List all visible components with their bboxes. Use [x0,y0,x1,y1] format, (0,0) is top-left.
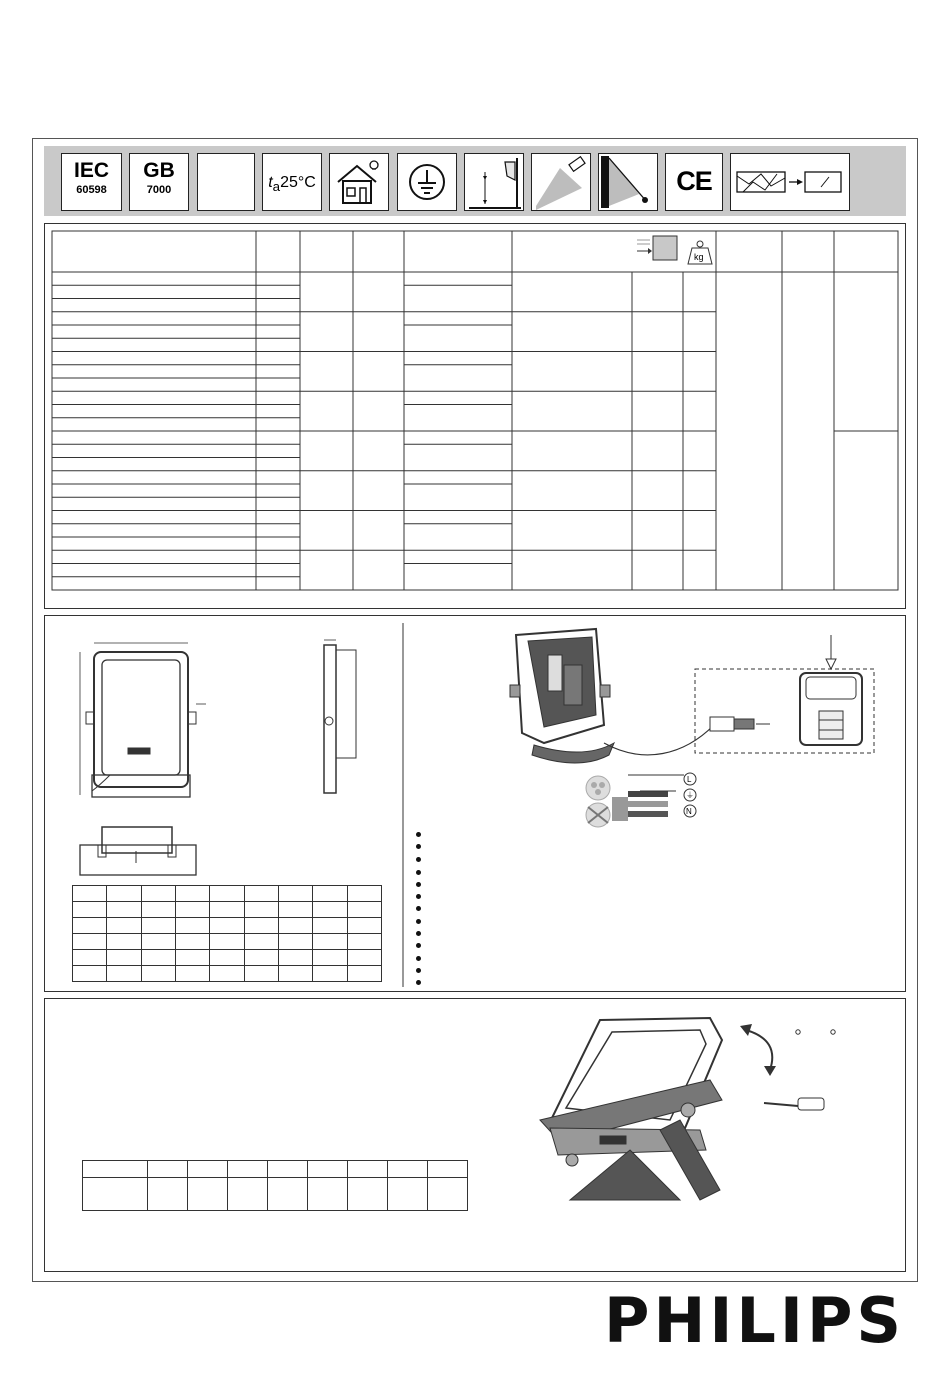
bullet-dot [416,943,421,948]
table-cell [141,886,175,902]
iec-number: 60598 [76,184,107,196]
table-cell [73,934,107,950]
table-cell [308,1178,348,1211]
table-cell [313,934,347,950]
cable-connector-drawing [710,717,770,731]
table-cell [347,902,381,918]
table-cell [348,1178,388,1211]
table-cell [428,1178,468,1211]
table-cell [278,966,312,982]
table-row [73,950,382,966]
table-cell [107,950,141,966]
bullet-dot [416,980,421,985]
table-cell [175,950,209,966]
gb-label: GB [143,159,175,182]
dimension-grid-table [72,885,382,982]
table-cell [347,886,381,902]
svg-text:kg: kg [694,252,704,262]
table-cell [107,934,141,950]
table-cell [278,918,312,934]
table-cell [73,902,107,918]
table-cell [347,966,381,982]
table-cell [107,966,141,982]
table-cell [347,950,381,966]
table-cell [313,902,347,918]
ce-text: CE [676,166,712,196]
bullet-dot [416,870,421,875]
ta-subscript: a [272,179,281,195]
table-cell [141,950,175,966]
table-cell [175,886,209,902]
terminal-l-label: L [687,775,692,784]
table-cell [244,934,278,950]
table-cell [388,1178,428,1211]
bullet-dot [416,832,421,837]
bullet-dot [416,882,421,887]
table-cell [107,918,141,934]
flux-box-icon [653,236,677,260]
table-row [73,902,382,918]
table-cell [244,886,278,902]
bullet-dot [416,968,421,973]
table-cell [268,1161,308,1178]
table-cell [141,918,175,934]
table-cell [313,886,347,902]
table-cell [313,950,347,966]
table-cell [141,934,175,950]
table-row [73,966,382,982]
ta-value: 25°C [280,174,316,191]
table-cell [141,902,175,918]
table-cell [244,918,278,934]
table-cell [388,1161,428,1178]
table-cell [175,966,209,982]
table-row [83,1161,468,1178]
table-cell [244,950,278,966]
bullet-dot [416,919,421,924]
wire-strip-drawing [586,773,696,827]
table-cell [210,934,244,950]
table-cell [141,966,175,982]
table-cell [210,950,244,966]
table-cell [107,902,141,918]
table-cell [210,886,244,902]
table-cell [210,902,244,918]
table-cell [148,1178,188,1211]
bullet-dot [416,956,421,961]
instruction-bullets [416,832,421,993]
weight-icon [688,241,712,264]
table-cell [347,918,381,934]
gb-number: 7000 [146,184,172,196]
ta-prefix: t [268,174,273,191]
table-cell [175,902,209,918]
table-cell [268,1178,308,1211]
table-row [73,886,382,902]
table-cell [175,934,209,950]
table-cell [348,1161,388,1178]
table-cell [278,934,312,950]
table-cell [278,902,312,918]
top-view-drawing [80,827,196,875]
tilt-adjust-drawing [530,1010,870,1210]
table-cell [210,966,244,982]
lumen-arrow-icon [637,240,652,254]
table-cell [83,1178,148,1211]
table-cell [188,1178,228,1211]
table-cell [73,966,107,982]
table-cell [278,886,312,902]
front-view-drawing [80,643,206,797]
terminal-earth-label: ⏚ [686,791,694,800]
bullet-dot [416,857,421,862]
table-cell [313,918,347,934]
side-view-drawing [324,640,356,793]
rotate-arrow-icon [746,1030,772,1070]
table-row [73,918,382,934]
table-row [73,934,382,950]
table-cell [428,1161,468,1178]
table-cell [308,1161,348,1178]
philips-logo: PHILIPS [604,1284,906,1357]
torque-grid-table [82,1160,468,1211]
table-cell [73,950,107,966]
table-cell [228,1161,268,1178]
table-cell [83,1161,148,1178]
product-perspective-drawing [510,629,714,763]
bullet-dot [416,894,421,899]
iec-label: IEC [73,159,109,182]
terminal-n-label: N [686,807,692,816]
bullet-dot [416,844,421,849]
table-cell [210,918,244,934]
table-cell [73,886,107,902]
table-cell [188,1161,228,1178]
table-cell [73,918,107,934]
table-cell [244,966,278,982]
table-cell [278,950,312,966]
table-cell [347,934,381,950]
table-cell [148,1161,188,1178]
spec-table-grid [0,0,950,620]
table-cell [313,966,347,982]
screwdriver-icon [764,1098,824,1110]
table-cell [107,886,141,902]
table-cell [228,1178,268,1211]
bullet-dot [416,931,421,936]
table-row [83,1178,468,1211]
bullet-dot [416,906,421,911]
terminal-detail-drawing [695,635,874,753]
table-cell [244,902,278,918]
table-cell [175,918,209,934]
